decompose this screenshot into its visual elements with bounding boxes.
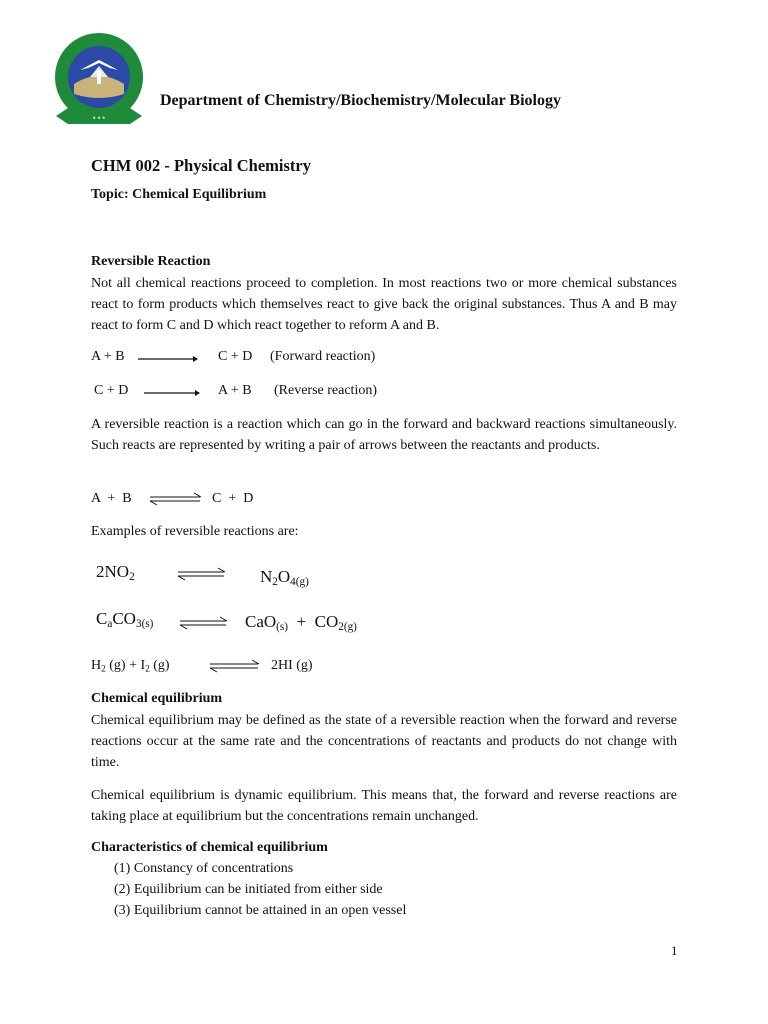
svg-text:★ ★ ★: ★ ★ ★: [92, 115, 106, 120]
example-3-rhs: 2HI (g): [271, 658, 313, 673]
forward-reactants: A + B: [91, 349, 125, 364]
page-number: 1: [671, 943, 678, 958]
reverse-arrow-icon: [143, 388, 201, 398]
example-2-lhs: $C_aCO_{3(s)}$: [96, 609, 154, 631]
list-item: (3) Equilibrium cannot be attained in an open vessel: [114, 903, 407, 918]
list-item: (2) Equilibrium can be initiated from either side: [114, 882, 383, 897]
reversible-paragraph: Not all chemical reactions proceed to completion. In most reactions two or more chemical substances react to form products which themselves react to give back the original substances. Thus A and B may react to form C and D which react together to reform A and B.: [91, 276, 677, 333]
equilibrium-reactants: A + B: [91, 491, 132, 506]
characteristics-heading: Characteristics of chemical equilibrium: [91, 840, 328, 855]
equilibrium-products: C + D: [212, 491, 254, 506]
example-1-arrow-icon: [176, 567, 228, 581]
examples-intro: Examples of reversible reactions are:: [91, 524, 299, 539]
example-2-arrow-icon: [178, 616, 230, 630]
equilibrium-heading: Chemical equilibrium: [91, 691, 223, 706]
reverse-products: A + B: [218, 383, 252, 398]
forward-arrow-icon: [137, 354, 199, 364]
reverse-reactants: C + D: [94, 383, 129, 398]
university-logo: [50, 30, 148, 130]
topic-title: Topic: Chemical Equilibrium: [91, 187, 267, 202]
example-2-rhs: $CaO_{(s)} + CO_{2(g)}$: [245, 612, 357, 634]
course-title: CHM 002 - Physical Chemistry: [91, 156, 311, 175]
example-3-lhs: $H_2$ $(g) + I_2$ (g): [91, 658, 170, 674]
characteristics-list: [114, 858, 406, 921]
list-item: (1) Constancy of concentrations: [114, 861, 294, 876]
forward-label: (Forward reaction): [270, 349, 376, 364]
equilibrium-definition: Chemical equilibrium may be defined as the state of a reversible reaction when the forward and reverse reactions occur at the same rate and the concentrations of reactants and products do not change with time.: [91, 713, 677, 770]
example-1-lhs: $2NO_2$: [96, 562, 135, 584]
reverse-label: (Reverse reaction): [274, 383, 377, 398]
reversible-heading: Reversible Reaction: [91, 254, 211, 269]
example-1-rhs: $N_2O_{4(g)}$: [260, 567, 309, 589]
reversible-definition: A reversible reaction is a reaction which can go in the forward and backward reactions simultaneously. Such reacts are represented by writing a pair of arrows between the reactants and products.: [91, 417, 677, 453]
equilibrium-arrow-icon: [148, 492, 204, 506]
example-3-arrow-icon: [208, 659, 262, 673]
forward-products: C + D: [218, 349, 253, 364]
equilibrium-dynamic: Chemical equilibrium is dynamic equilibrium. This means that, the forward and reverse reactions are taking place at equilibrium but the concentrations remain unchanged.: [91, 788, 677, 824]
department-title: Department of Chemistry/Biochemistry/Molecular Biology: [160, 92, 561, 109]
